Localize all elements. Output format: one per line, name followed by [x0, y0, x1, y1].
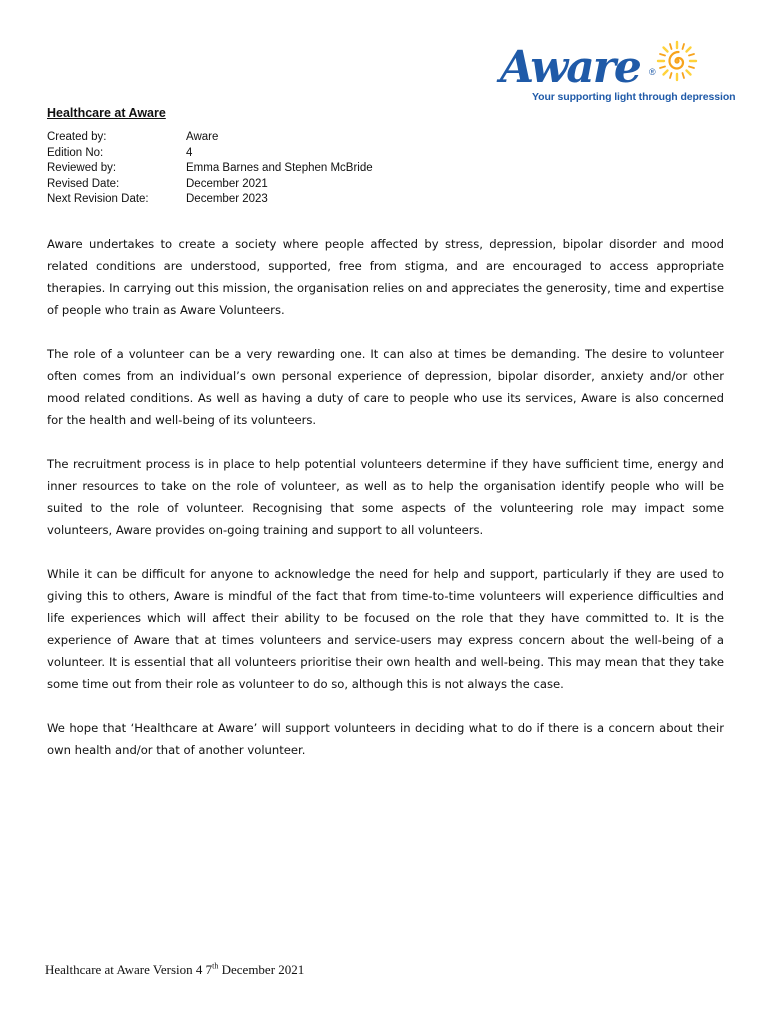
footer-text: Healthcare at Aware Version 4 7	[45, 962, 213, 977]
document-body	[47, 233, 724, 783]
meta-value: Aware	[186, 131, 219, 143]
meta-row-edition	[47, 146, 373, 162]
sun-icon	[656, 40, 698, 82]
footer-date: December 2021	[218, 962, 305, 977]
paragraph: We hope that ‘Healthcare at Aware’ will support volunteers in deciding what to do if there is a concern about their own health and/or that of another volunteer.	[47, 721, 724, 757]
paragraph: The role of a volunteer can be a very rewarding one. It can also at times be demanding. The desire to volunteer often comes from an individual’s own personal experience of depression, bipolar disorder, anxiety and/or other mood related conditions. As well as having a duty of care to people who use its services, Aware is also concerned for the health and well-being of its volunteers.	[47, 347, 724, 427]
meta-row-next-revision	[47, 192, 373, 208]
logo-wordmark: Aware	[500, 42, 640, 93]
meta-label: Edition No:	[47, 146, 104, 159]
paragraph: While it can be difficult for anyone to acknowledge the need for help and support, particularly if they are used to giving this to others, Aware is mindful of the fact that from time-to-time volunteers will experience difficulties and life experiences which will affect their ability to be focused on the role that they have committed to. It is the experience of Aware that at times volunteers and service-users may express concern about the well-being of a volunteer. It is essential that all volunteers prioritise their own health and well-being. This may mean that they take some time out from their role as volunteer to do so, although this is not always the case.	[47, 567, 724, 691]
meta-value: December 2023	[186, 193, 268, 205]
document-metadata	[47, 130, 373, 208]
meta-label: Created by:	[47, 131, 107, 143]
logo-tagline: Your supporting light through depression	[532, 91, 736, 103]
meta-row-created-by	[47, 130, 373, 146]
meta-value: December 2021	[186, 177, 268, 190]
meta-label: Revised Date:	[47, 177, 120, 190]
paragraph: The recruitment process is in place to help potential volunteers determine if they have sufficient time, energy and inner resources to take on the role of volunteer, as well as to help the organisation identify people who will be suited to the role of volunteer. Recognising that some aspects of the volunteering role may impact some volunteers, Aware provides on-going training and support to all volunteers.	[47, 457, 724, 537]
meta-label: Reviewed by:	[47, 162, 117, 174]
meta-row-reviewed-by	[47, 161, 373, 177]
meta-label: Next Revision Date:	[47, 193, 149, 205]
meta-value: 4	[186, 146, 193, 159]
meta-value: Emma Barnes and Stephen McBride	[186, 162, 373, 174]
meta-row-revised-date	[47, 177, 373, 193]
page-footer	[45, 962, 304, 978]
aware-logo	[500, 40, 736, 108]
document-title: Healthcare at Aware	[47, 106, 166, 120]
footer-superscript: th	[212, 961, 219, 971]
registered-mark: ®	[649, 67, 656, 77]
paragraph: Aware undertakes to create a society where people affected by stress, depression, bipolar disorder and mood related conditions are understood, supported, free from stigma, and are encouraged to access appropriate therapies. In carrying out this mission, the organisation relies on and appreciates the generosity, time and expertise of people who train as Aware Volunteers.	[47, 237, 724, 317]
